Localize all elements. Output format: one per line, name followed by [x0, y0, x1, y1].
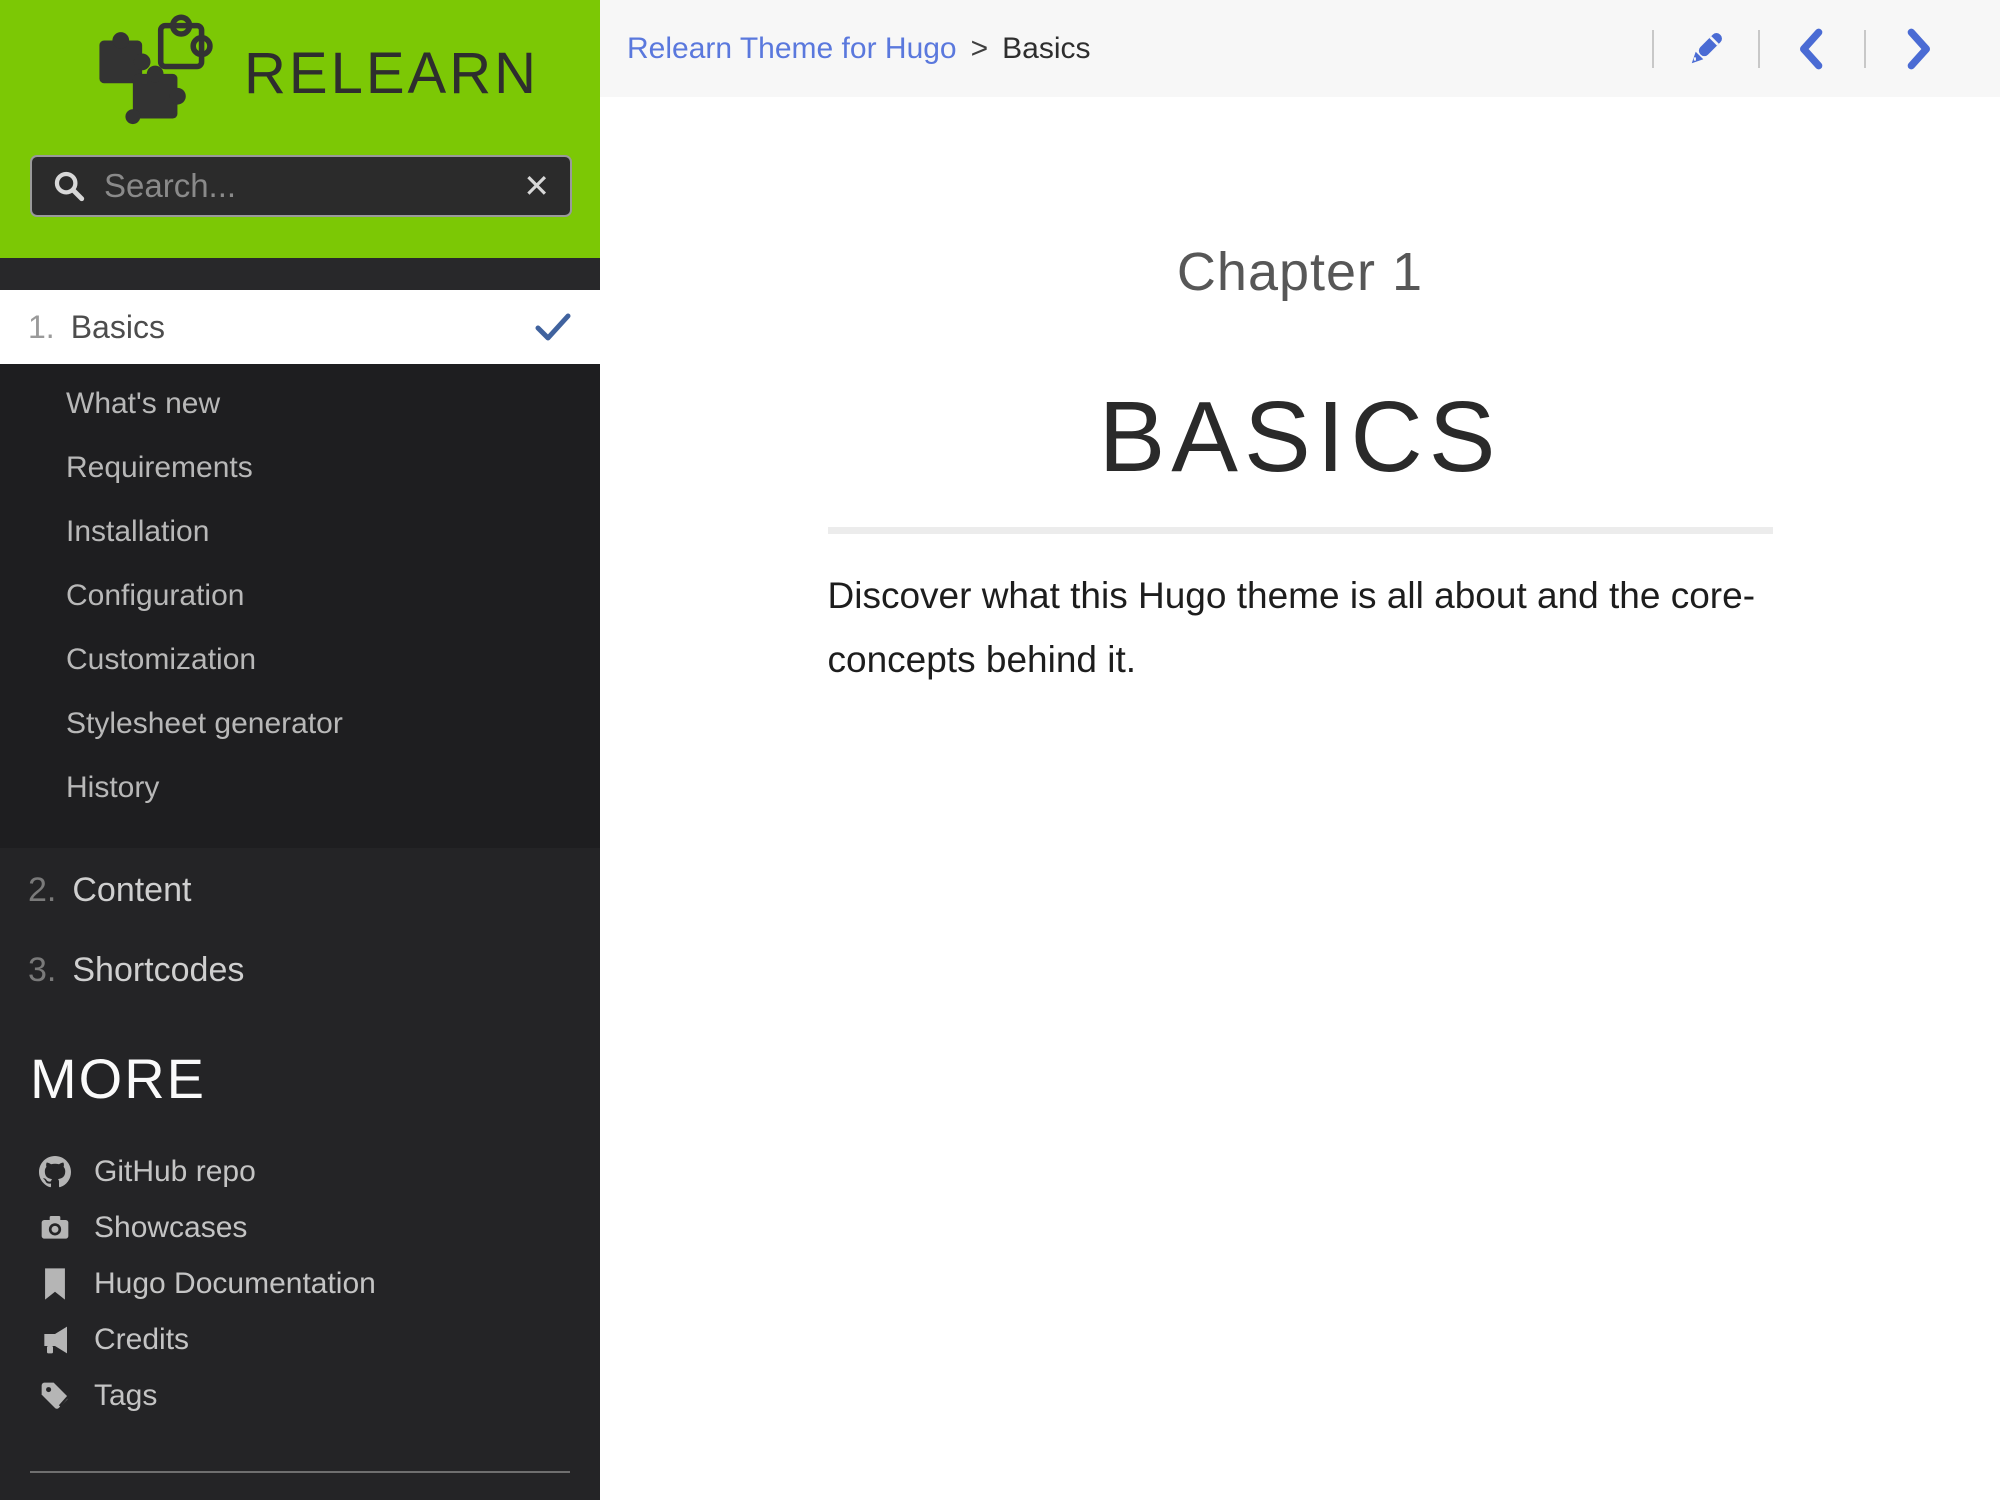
sidebar-item-configuration[interactable]: Configuration	[66, 579, 245, 612]
search-input[interactable]	[104, 167, 523, 205]
nav-number: 2.	[28, 870, 57, 909]
sidebar-footer-divider	[30, 1471, 570, 1473]
more-item-label: GitHub repo	[94, 1155, 256, 1188]
search-box[interactable]	[30, 155, 572, 217]
search-clear-icon[interactable]: ✕	[523, 168, 550, 204]
bookmark-icon	[38, 1267, 72, 1301]
camera-icon	[38, 1211, 72, 1245]
chapter-description: Discover what this Hugo theme is all about and the core-concepts behind it.	[827, 575, 1756, 680]
breadcrumb	[627, 32, 1091, 66]
more-item-label: Showcases	[94, 1211, 248, 1244]
nav-number: 3.	[28, 950, 57, 989]
sidebar	[0, 0, 600, 1500]
more-list	[0, 1144, 600, 1424]
topbar	[600, 0, 2000, 97]
topbar-actions	[1652, 19, 1970, 79]
brand-title: RELEARN	[244, 40, 539, 106]
puzzle-logo-icon	[92, 10, 222, 136]
nav-number: 1.	[28, 308, 55, 345]
sidebar-item-basics[interactable]	[0, 290, 600, 364]
sidebar-item-requirements[interactable]: Requirements	[66, 451, 253, 484]
breadcrumb-home-link[interactable]: Relearn Theme for Hugo	[627, 31, 957, 65]
chapter-label: Chapter 1	[1176, 242, 1424, 302]
sidebar-item-hugo-documentation[interactable]	[0, 1256, 600, 1312]
github-icon	[38, 1155, 72, 1189]
basics-children	[0, 364, 600, 848]
bullhorn-icon	[38, 1323, 72, 1357]
sidebar-item-github-repo[interactable]	[0, 1144, 600, 1200]
chevron-right-icon	[1898, 27, 1938, 71]
nav-label: Shortcodes	[72, 950, 245, 989]
page-title: BASICS	[1098, 381, 1502, 493]
nav-label: Basics	[70, 308, 165, 345]
sidebar-spacer	[0, 258, 600, 290]
more-item-label: Tags	[94, 1379, 158, 1412]
sidebar-item-history[interactable]: History	[66, 771, 160, 804]
edit-page-button[interactable]	[1654, 19, 1758, 79]
breadcrumb-separator: >	[970, 31, 989, 65]
sidebar-item-installation[interactable]: Installation	[66, 515, 210, 548]
sidebar-item-tags[interactable]	[0, 1368, 600, 1424]
chevron-left-icon	[1792, 27, 1832, 71]
more-item-label: Hugo Documentation	[94, 1267, 376, 1300]
sidebar-item-customization[interactable]: Customization	[66, 643, 257, 676]
sidebar-header	[0, 0, 600, 258]
tag-icon	[38, 1379, 72, 1413]
sidebar-item-content[interactable]	[0, 848, 600, 932]
sidebar-item-credits[interactable]	[0, 1312, 600, 1368]
sidebar-item-showcases[interactable]	[0, 1200, 600, 1256]
sidebar-item-whats-new[interactable]: What's new	[66, 387, 221, 420]
search-icon	[52, 169, 86, 203]
article	[828, 242, 1773, 692]
sidebar-item-stylesheet-generator[interactable]: Stylesheet generator	[66, 707, 343, 740]
more-heading: MORE	[30, 1046, 206, 1110]
visited-check-icon	[534, 312, 572, 342]
previous-page-button[interactable]	[1760, 19, 1864, 79]
brand[interactable]	[92, 10, 539, 136]
pencil-icon	[1683, 26, 1729, 72]
sidebar-item-shortcodes[interactable]	[0, 932, 600, 1008]
sidebar-nav	[0, 290, 600, 1008]
more-item-label: Credits	[94, 1323, 190, 1356]
title-divider	[828, 527, 1773, 534]
breadcrumb-current: Basics	[1002, 31, 1091, 65]
next-page-button[interactable]	[1866, 19, 1970, 79]
main-content	[600, 0, 2000, 1500]
nav-label: Content	[72, 870, 192, 909]
